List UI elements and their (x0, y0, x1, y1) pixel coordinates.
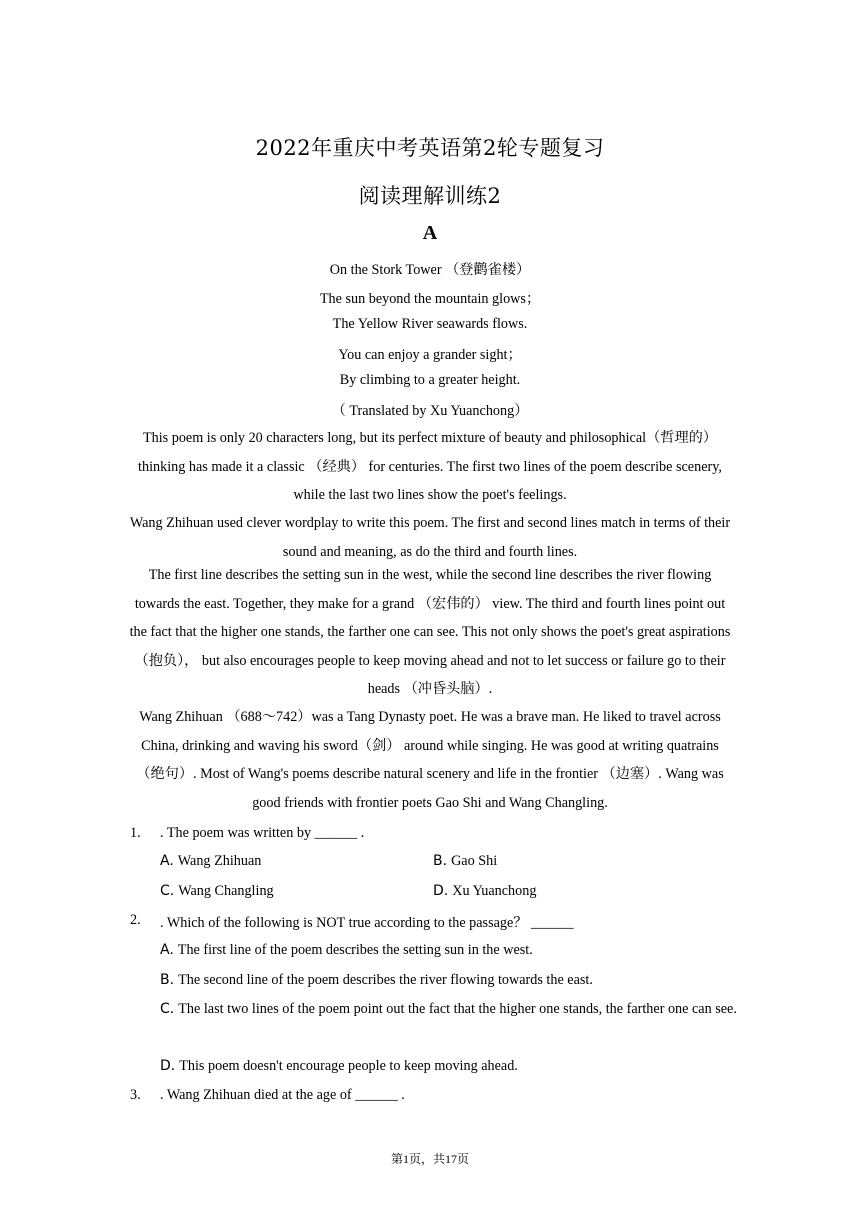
answer-option[interactable] (160, 853, 261, 870)
option-text: The first line of the poem describes the setting sun in the west. (177, 942, 533, 958)
question-number: 2. (130, 912, 141, 928)
document-title: 2022年重庆中考英语第2轮专题复习 (255, 136, 605, 160)
poem-line: You can enjoy a grander sight； (338, 347, 522, 363)
page-footer: 第1页，共17页 (390, 1152, 469, 1166)
answer-option[interactable] (433, 853, 497, 870)
answer-option[interactable] (160, 995, 740, 1024)
poem-line: The sun beyond the mountain glows； (319, 291, 541, 307)
section-heading: A (422, 222, 438, 244)
passage-paragraph: Wang Zhihuan used clever wordplay to write this poem. The first and second lines match in terms of their sound and meaning, as do the third and fourth lines. (129, 515, 731, 560)
option-text: Wang Zhihuan (177, 853, 262, 869)
answer-option[interactable] (160, 1058, 518, 1075)
option-label: A. (160, 942, 174, 958)
answer-option[interactable] (160, 972, 593, 989)
option-text: Xu Yuanchong (452, 883, 537, 899)
option-label: D. (160, 1058, 176, 1074)
question-number: 3. (130, 1087, 141, 1103)
option-text: This poem doesn't encourage people to keep moving ahead. (179, 1058, 518, 1074)
option-label: B. (160, 972, 175, 988)
option-label: C. (160, 1001, 175, 1017)
option-label: C. (160, 883, 175, 899)
option-text: Wang Changling (178, 883, 274, 899)
poem-line: By climbing to a greater height. (339, 372, 521, 388)
question-number: 1. (130, 825, 141, 841)
option-label: B. (433, 853, 448, 869)
poem-line: The Yellow River seawards flows. (332, 316, 528, 332)
passage-paragraph: Wang Zhihuan （688～742）was a Tang Dynasty poet. He was a brave man. He liked to travel across China, drinking and waving his sword（剑） around while singing. He was good at writing quatrains （绝句）. Most of Wang's poems describe natural scenery and life in the frontier （边塞）. Wang was good friends with frontier poets Gao Shi and Wang Changling. (136, 709, 724, 811)
question-text: . Which of the following is NOT true according to the passage？ ______ (160, 915, 574, 931)
question-text: . Wang Zhihuan died at the age of ______ . (160, 1087, 405, 1103)
poem-title: On the Stork Tower （登鹳雀楼） (329, 262, 531, 278)
document-subtitle: 阅读理解训练2 (358, 184, 502, 208)
question-text: . The poem was written by ______ . (160, 825, 365, 841)
answer-option[interactable] (160, 942, 533, 959)
option-label: D. (433, 883, 449, 899)
poem-translator: （ Translated by Xu Yuanchong） (331, 403, 529, 419)
answer-option[interactable] (160, 883, 274, 900)
answer-option[interactable] (433, 883, 536, 900)
option-text: Gao Shi (451, 853, 498, 869)
option-text: The second line of the poem describes the river flowing towards the east. (178, 972, 593, 988)
passage-paragraph: This poem is only 20 characters long, but its perfect mixture of beauty and philosophical（哲理的） thinking has made it a classic （经典） for centuries. The first two lines of the poem describe scenery, while the last two lines show the poet's feelings. (138, 430, 722, 503)
option-label: A. (160, 853, 174, 869)
passage-paragraph: The first line describes the setting sun in the west, while the second line describes the river flowing towards the east. Together, they make for a grand （宏伟的） view. The third and fourth lines point out the fact that the higher one stands, the farther one can see. This not only shows the poet's great aspirations （抱负）， but also encourages people to keep moving ahead and not to let success or failure go to their heads （冲昏头脑）. (129, 567, 731, 697)
option-text: The last two lines of the poem point out the fact that the higher one stands, the farther one can see. (178, 1001, 737, 1017)
